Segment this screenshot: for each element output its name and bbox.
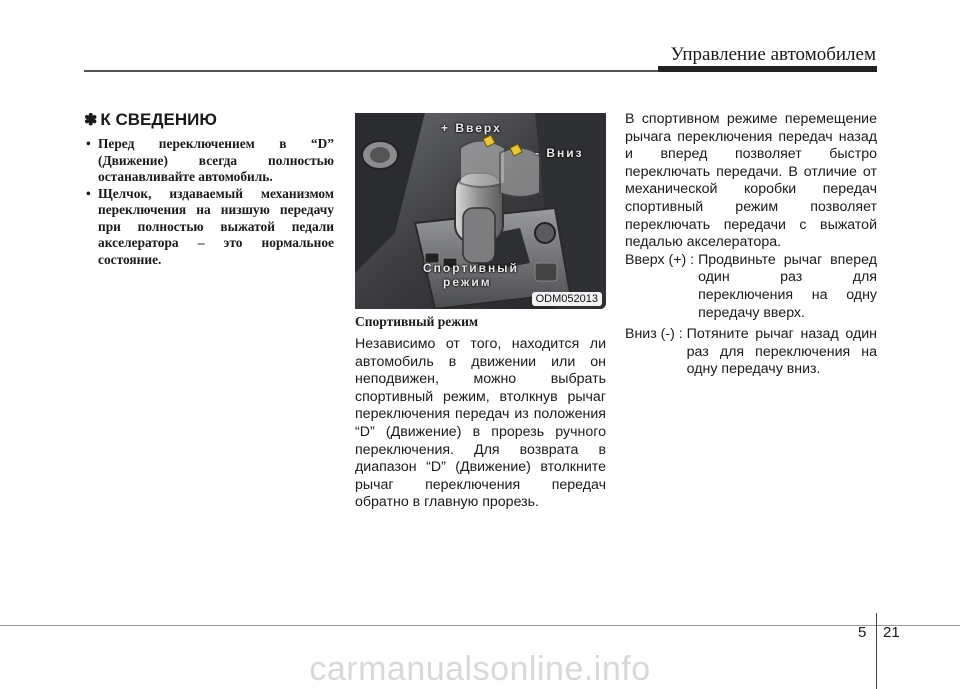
gear-shifter-photo [355,113,606,309]
shift-up-term: Вверх (+) : [625,251,699,268]
shift-down-desc: Потяните рычаг назад один раз для переключения на одну передачу вниз. [686,326,877,378]
figure-caption: Спортивный режим [355,314,479,329]
label-sport-mode-1: Спортивный [423,261,519,275]
shift-instructions [625,111,877,379]
info-bullet-text: Щелчок, издаваемый механизмом переключения на низшую передачу при полностью выжатой педали акселератора – это нормальное состояние. [98,185,334,267]
info-bullets [84,136,334,268]
shift-down-definition [625,326,877,379]
info-bullet: • Щелчок, издаваемый механизмом переключения на низшую передачу при полностью выжатой педали акселератора – это нормальное состояние. [86,185,334,267]
sport-mode-description: В спортивном режиме перемещение рычага переключения передач назад и вперед позволяет быстро переключать передачи. В отличие от механической коробки передач спортивный режим позволяет переключать передачи с выжатой педалью акселератора. [625,111,877,251]
label-sport-mode-2: режим [443,275,492,289]
figure-code: ODM052013 [532,292,602,306]
shift-up-definition [625,252,877,322]
watermark: carmanualsonline.info [309,650,651,688]
info-box [84,110,334,268]
shift-down-term: Вниз (-) : [625,326,687,343]
asterisk-star-icon: ✽ [84,112,98,129]
info-heading-text: К СВЕДЕНИЮ [100,110,217,129]
header-rule-accent [658,66,877,72]
header-title: Управление автомобилем [670,44,876,65]
info-bullet: • Перед переключением в “D” (Движение) всегда полностью останавливайте автомобиль. [86,136,334,184]
footer-rule [0,625,960,626]
sport-mode-section [355,314,606,512]
page-number: 21 [883,624,900,641]
chapter-number: 5 [858,624,867,641]
label-down: - Вниз [535,146,584,160]
info-bullet-text: Перед переключением в “D” (Движение) всегда полностью останавливайте автомобиль. [98,136,334,184]
sport-mode-paragraph: Независимо от того, находится ли автомобиль в движении или он неподвижен, можно выбрать спортивный режим, втолкнув рычаг переключения передач из положения “D” (Движение) в прорезь ручного переключения. Для возврата в диапазон “D” (Движение) втолкните рычаг переключения передач обратно в главную прорезь. [355,336,606,511]
label-up: + Вверх [441,121,502,135]
shift-up-desc: Продвиньте рычаг вперед один раз для переключения на одну передачу вверх. [698,251,877,321]
info-heading [84,110,334,130]
